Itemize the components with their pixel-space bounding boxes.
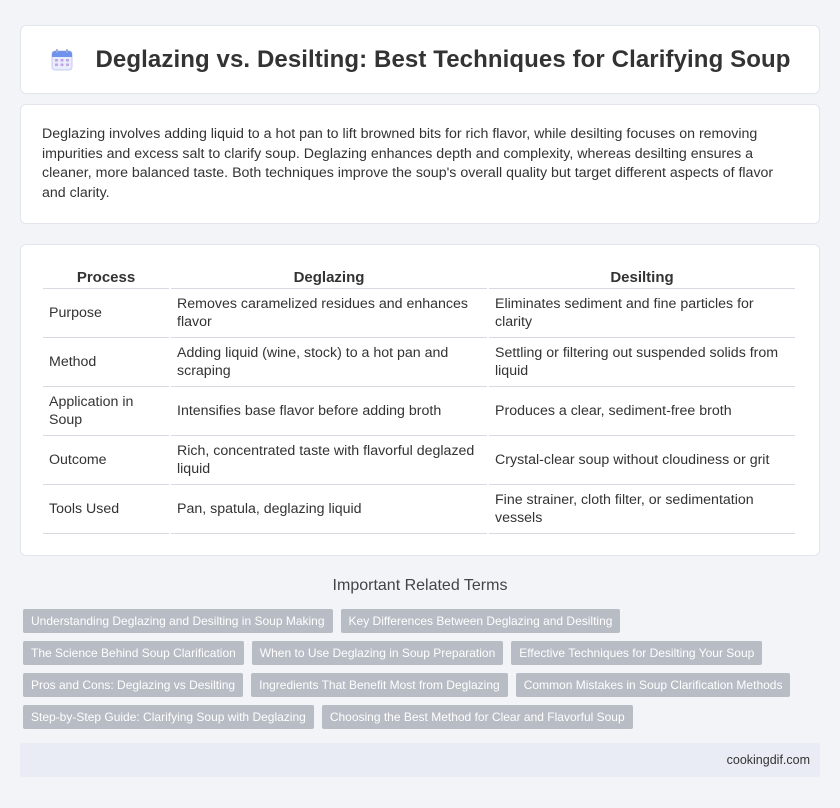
calendar-icon: [50, 48, 74, 72]
comparison-table-card: [20, 244, 820, 556]
desilting-cell: Crystal-clear soup without cloudiness or grit: [489, 436, 795, 485]
related-tag[interactable]: Choosing the Best Method for Clear and Flavorful Soup: [322, 705, 633, 729]
related-tag[interactable]: Step-by-Step Guide: Clarifying Soup with Deglazing: [23, 705, 314, 729]
header-process: Process: [43, 263, 169, 289]
related-tag[interactable]: Understanding Deglazing and Desilting in Soup Making: [23, 609, 333, 633]
related-tag[interactable]: The Science Behind Soup Clarification: [23, 641, 244, 665]
table-row: [43, 436, 795, 485]
header-card: [20, 25, 820, 94]
deglazing-cell: Adding liquid (wine, stock) to a hot pan and scraping: [171, 338, 487, 387]
desilting-cell: Produces a clear, sediment-free broth: [489, 387, 795, 436]
related-tag[interactable]: Ingredients That Benefit Most from Deglazing: [251, 673, 508, 697]
related-tag[interactable]: Pros and Cons: Deglazing vs Desilting: [23, 673, 243, 697]
deglazing-cell: Rich, concentrated taste with flavorful deglazed liquid: [171, 436, 487, 485]
footer: [20, 743, 820, 777]
row-label: Method: [43, 338, 169, 387]
related-tag[interactable]: Effective Techniques for Desilting Your Soup: [511, 641, 762, 665]
comparison-table: [41, 263, 797, 534]
table-row: [43, 387, 795, 436]
deglazing-cell: Pan, spatula, deglazing liquid: [171, 485, 487, 534]
related-tag[interactable]: Key Differences Between Deglazing and Desilting: [341, 609, 621, 633]
related-tag[interactable]: When to Use Deglazing in Soup Preparation: [252, 641, 503, 665]
table-row: [43, 485, 795, 534]
row-label: Application in Soup: [43, 387, 169, 436]
related-terms-tags: [23, 609, 813, 737]
table-row: [43, 338, 795, 387]
header-deglazing: Deglazing: [171, 263, 487, 289]
desilting-cell: Settling or filtering out suspended solids from liquid: [489, 338, 795, 387]
table-header-row: [43, 263, 795, 289]
page-title: Deglazing vs. Desilting: Best Techniques for Clarifying Soup: [95, 45, 791, 73]
footer-site-link[interactable]: cookingdif.com: [726, 753, 810, 767]
deglazing-cell: Removes caramelized residues and enhances flavor: [171, 289, 487, 338]
row-label: Tools Used: [43, 485, 169, 534]
row-label: Purpose: [43, 289, 169, 338]
header-desilting: Desilting: [489, 263, 795, 289]
deglazing-cell: Intensifies base flavor before adding broth: [171, 387, 487, 436]
intro-card: [20, 104, 820, 224]
intro-paragraph: Deglazing involves adding liquid to a hot pan to lift browned bits for rich flavor, while desilting focuses on removing impurities and excess salt to clarify soup. Deglazing enhances depth and complexity, whereas desilting ensures a cleaner, more balanced taste. Both techniques improve the soup's overall quality but target different aspects of flavor and clarity.: [42, 126, 774, 201]
related-terms-heading: Important Related Terms: [332, 577, 508, 594]
desilting-cell: Fine strainer, cloth filter, or sedimentation vessels: [489, 485, 795, 534]
desilting-cell: Eliminates sediment and fine particles for clarity: [489, 289, 795, 338]
row-label: Outcome: [43, 436, 169, 485]
table-row: [43, 289, 795, 338]
related-tag[interactable]: Common Mistakes in Soup Clarification Methods: [516, 673, 791, 697]
